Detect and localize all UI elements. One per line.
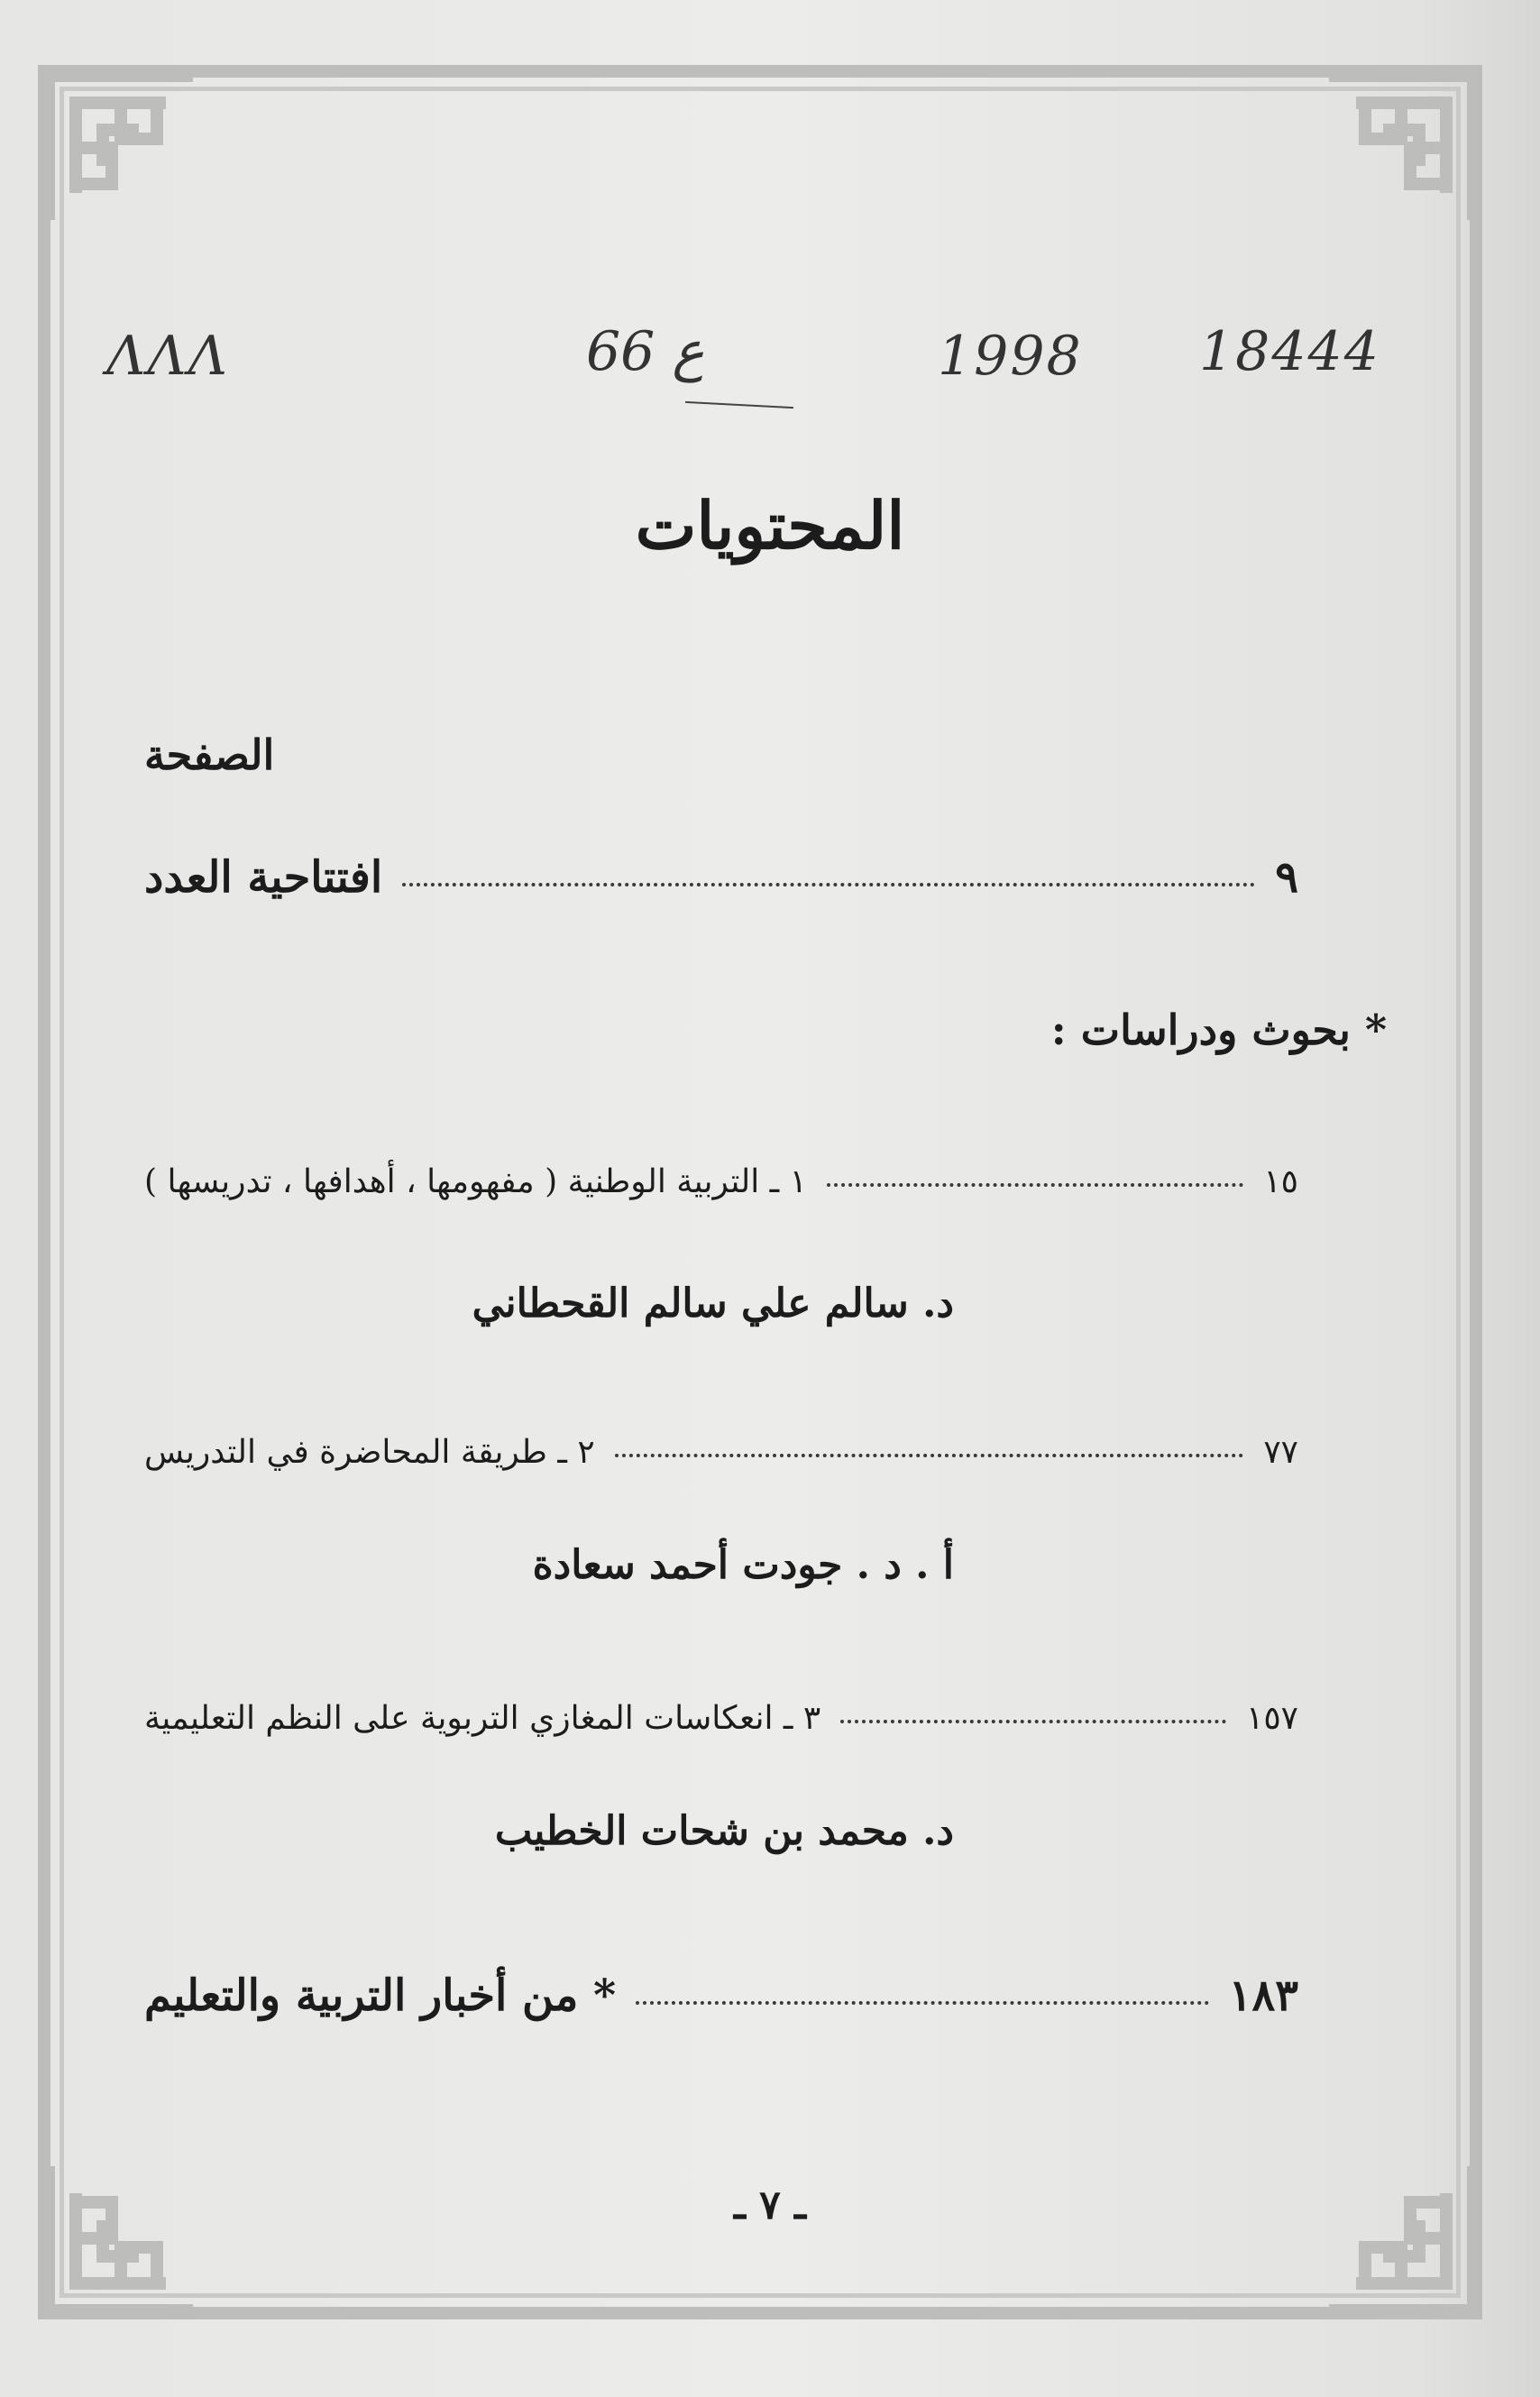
toc-entry-page: ٧٧: [1263, 1434, 1298, 1471]
toc-entry-page: ١٥٧: [1245, 1700, 1298, 1737]
toc-entry-label: ٢ ـ طريقة المحاضرة في التدريس: [144, 1434, 595, 1471]
toc-entry-label: ٣ ـ انعكاسات المغازي التربوية على النظم التعليمية: [144, 1700, 821, 1737]
handwritten-ref: 18444: [1199, 320, 1380, 383]
toc-entry-label: افتتاحية العدد: [144, 852, 383, 903]
leader-dots: [615, 1454, 1244, 1457]
corner-ornament-top-right: [1320, 67, 1482, 229]
article-author-1: د. سالم علي سالم القحطاني: [472, 1281, 954, 1327]
leader-dots: [636, 2001, 1209, 2005]
toc-entry-page: ١٥: [1263, 1163, 1298, 1200]
toc-entry-editorial: [144, 852, 1298, 924]
handwritten-year: 1998: [938, 325, 1083, 388]
handwritten-issue: 66 ع: [586, 320, 705, 383]
toc-entry-news: [144, 1970, 1298, 2043]
leader-dots: [402, 883, 1255, 886]
article-author-2: أ . د . جودت أحمد سعادة: [532, 1542, 954, 1588]
corner-ornament-bottom-left: [40, 2157, 202, 2319]
toc-entry-label: * من أخبار التربية والتعليم: [144, 1970, 617, 2021]
toc-entry-article-3: [144, 1700, 1298, 1772]
corner-ornament-bottom-right: [1320, 2157, 1482, 2319]
toc-entry-article-1: [144, 1163, 1298, 1235]
page-number: ـ ٧ ـ: [733, 2182, 807, 2228]
page-column-header: الصفحة: [144, 730, 275, 779]
handwritten-code: ΛΛΛ: [106, 325, 229, 388]
toc-entry-article-2: [144, 1434, 1298, 1506]
toc-entry-label: ١ ـ التربية الوطنية ( مفهومها ، أهدافها ، تدريسها ): [144, 1163, 807, 1200]
corner-ornament-top-left: [40, 67, 202, 229]
toc-entry-page: ١٨٣: [1228, 1970, 1298, 2021]
page-title: المحتويات: [635, 487, 905, 564]
leader-dots: [840, 1720, 1226, 1723]
toc-entry-page: ٩: [1275, 852, 1298, 903]
article-author-3: د. محمد بن شحات الخطيب: [494, 1808, 954, 1854]
leader-dots: [827, 1183, 1243, 1187]
section-heading-research: * بحوث ودراسات :: [1050, 1006, 1387, 1054]
